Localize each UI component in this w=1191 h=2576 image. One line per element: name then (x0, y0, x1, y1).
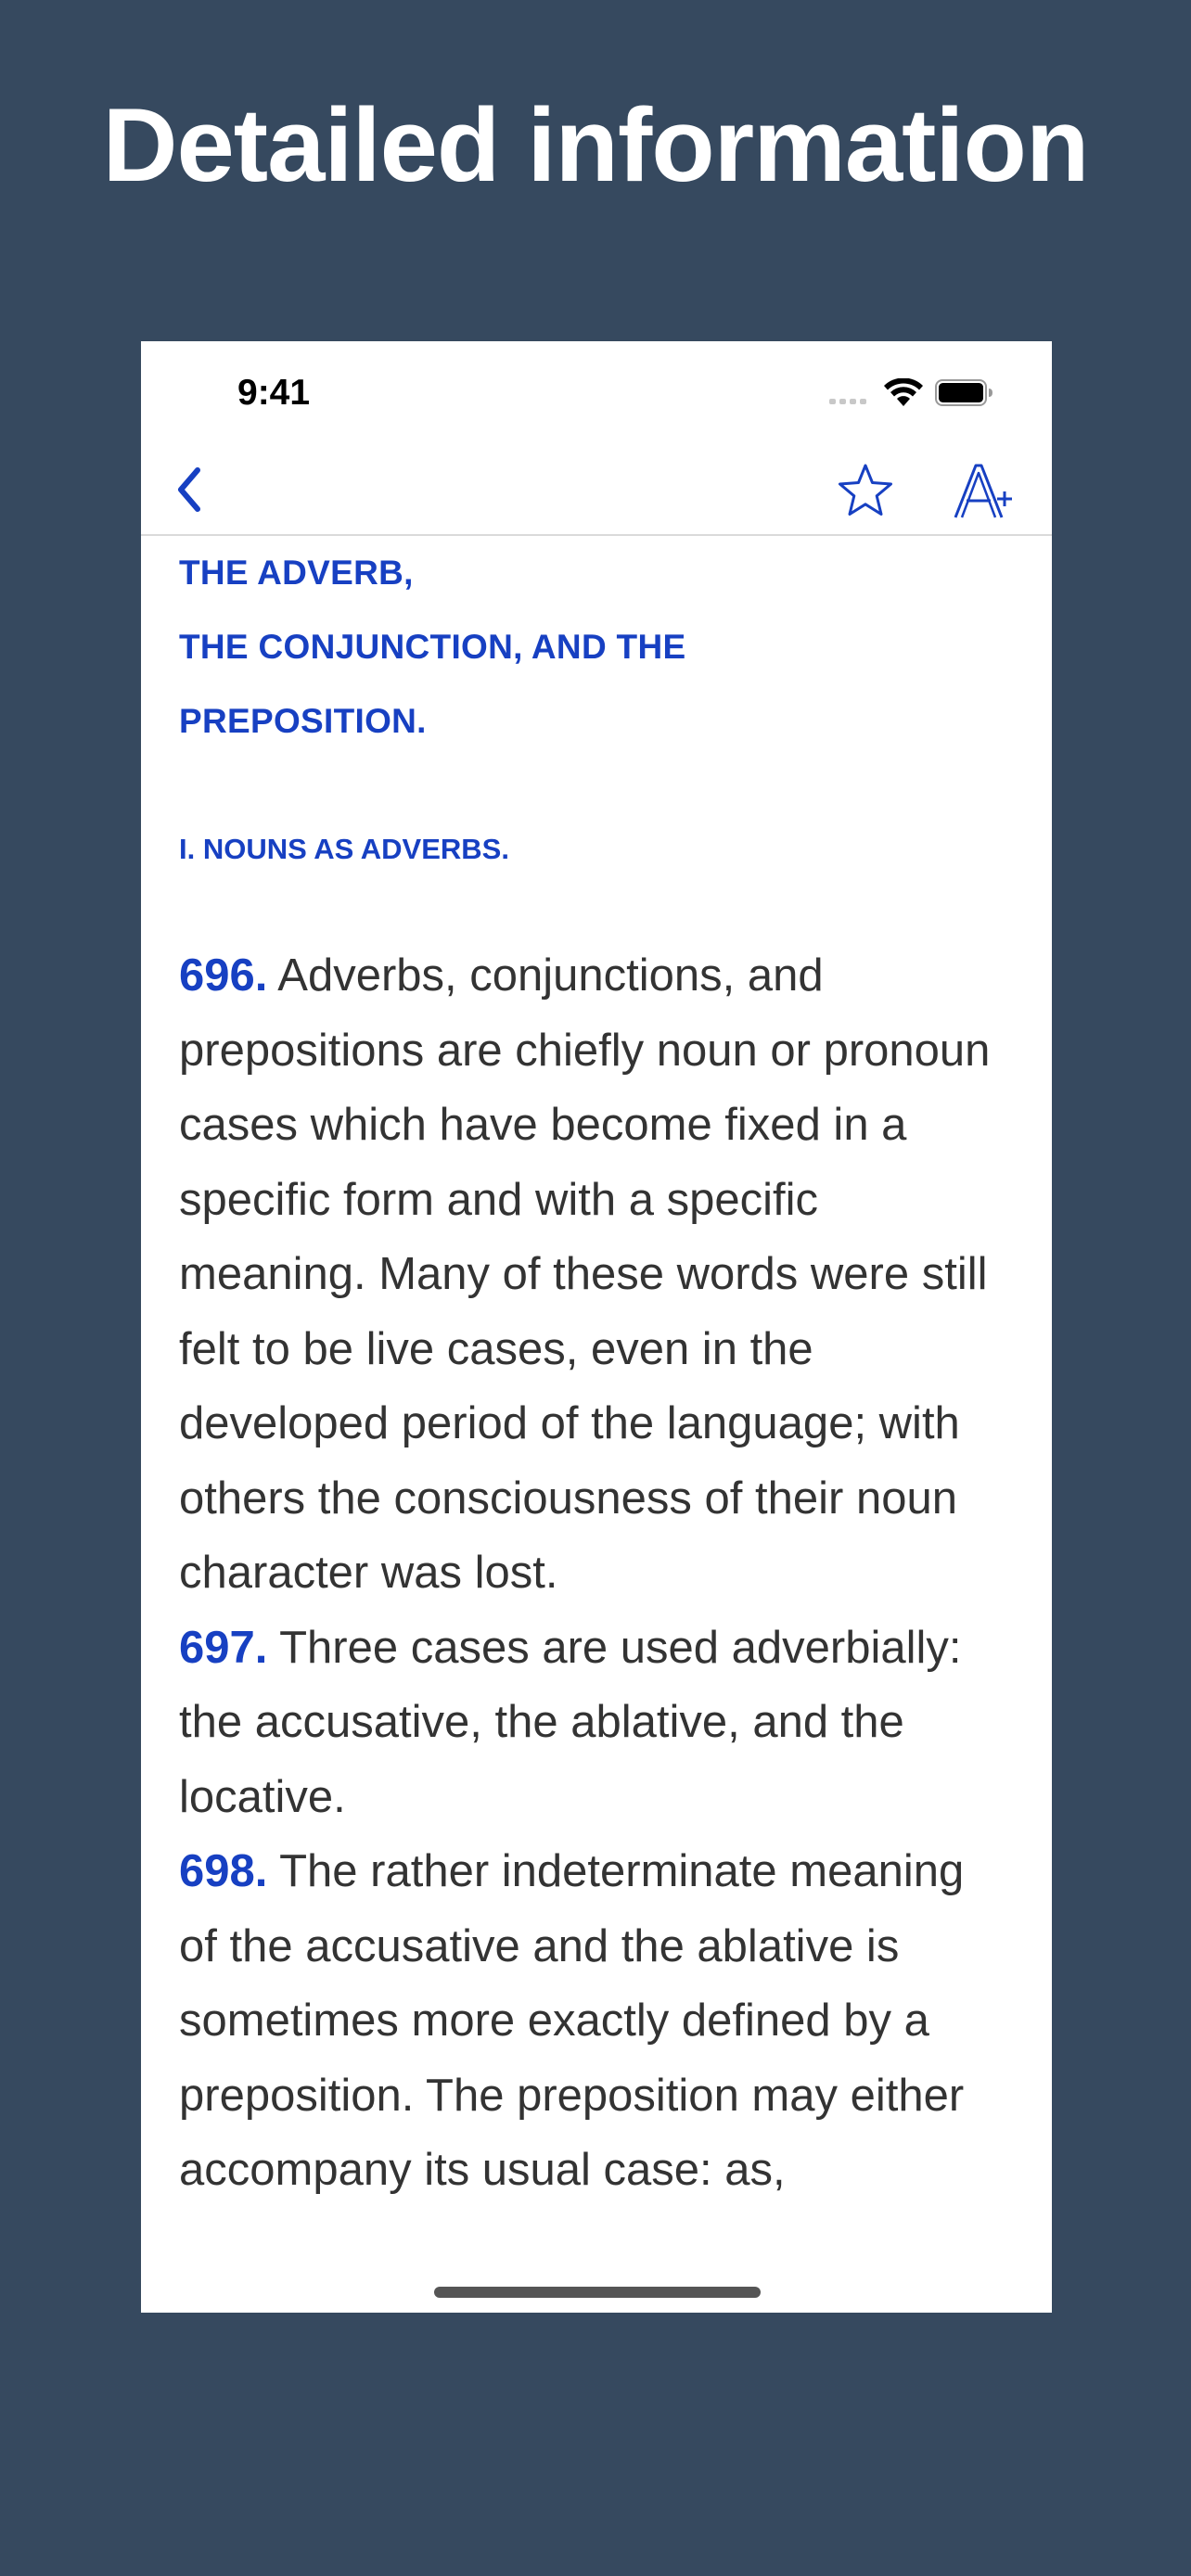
paragraph-block (179, 938, 1014, 2208)
paragraph (179, 1611, 1014, 1835)
font-size-button[interactable] (950, 460, 1015, 525)
heading-line: THE ADVERB, (179, 554, 414, 592)
heading-line: THE CONJUNCTION, AND THE (179, 628, 686, 666)
cellular-signal-icon (829, 397, 872, 406)
heading-line: PREPOSITION. (179, 702, 427, 740)
phone-screen (141, 341, 1052, 2313)
paragraph-text: Three cases are used adverbially: the accusative, the ablative, and the locative. (179, 1622, 962, 1822)
paragraph-number: 696. (179, 950, 268, 1001)
subsection-heading: I. NOUNS AS ADVERBS. (179, 833, 509, 865)
font-increase-icon (950, 460, 1015, 525)
star-outline-icon (837, 463, 894, 518)
paragraph-number: 698. (179, 1846, 268, 1896)
paragraph-text: The rather indeterminate meaning of the accusative and the ablative is sometimes more exactly defined by a preposition. The preposition may either accompany its usual case: as, (179, 1846, 965, 2195)
back-button[interactable] (161, 460, 217, 519)
wifi-icon (883, 378, 924, 408)
paragraph (179, 938, 1014, 1611)
section-heading (179, 536, 1014, 759)
promo-title: Detailed information (102, 87, 1089, 203)
home-indicator[interactable] (434, 2287, 761, 2298)
status-time: 9:41 (237, 373, 311, 413)
chevron-left-icon (175, 466, 203, 513)
status-bar (141, 341, 1052, 443)
article-content (179, 536, 1014, 2208)
paragraph (179, 1834, 1014, 2208)
paragraph-text: Adverbs, conjunctions, and prepositions are chiefly noun or pronoun cases which have become fixed in a specific form and with a specific meaning. Many of these words were still felt to be live cases, even in the developed period of the language; with others the consciousness of their noun character was lost. (179, 950, 991, 1598)
battery-icon (935, 378, 994, 408)
favorite-button[interactable] (833, 458, 898, 523)
paragraph-number: 697. (179, 1622, 268, 1673)
navigation-bar (141, 443, 1052, 536)
